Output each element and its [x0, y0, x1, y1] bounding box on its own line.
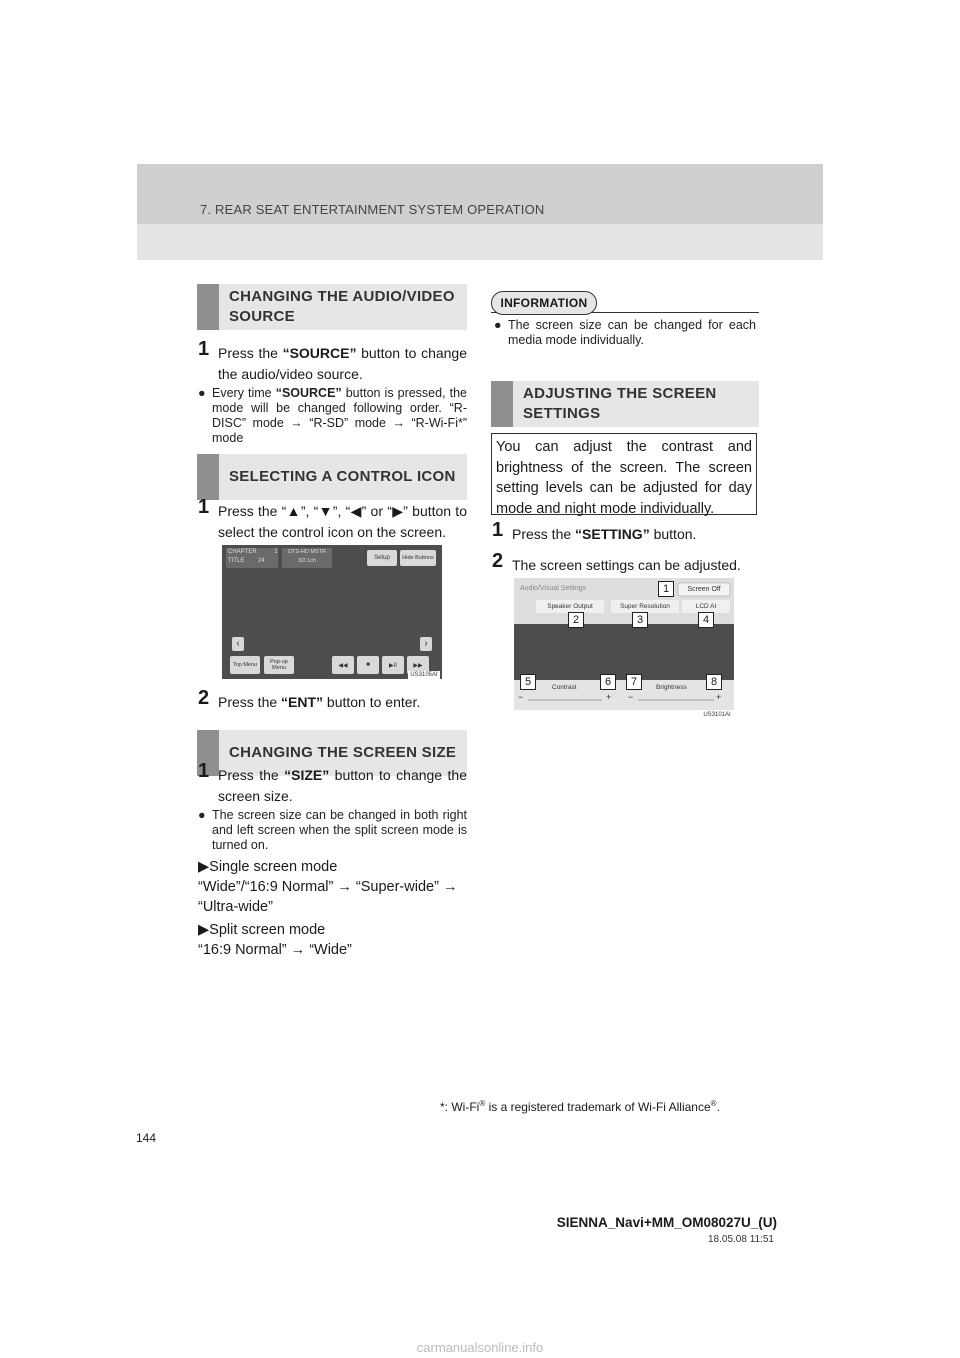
screenshot-av-settings — [514, 578, 734, 710]
page-number: 144 — [136, 1131, 157, 1145]
single-screen-sequence: “Wide”/“16:9 Normal” → “Super-wide” → — [198, 879, 458, 895]
callout-7: 7 — [626, 674, 642, 690]
information-tag: INFORMATION — [491, 291, 597, 315]
callout-8: 8 — [706, 674, 722, 690]
figure-code: US3101AI — [703, 712, 731, 718]
contrast-plus-icon: + — [606, 692, 612, 702]
speaker-output-tab: Speaker Output — [547, 603, 593, 610]
info-note: ● The screen size can be changed for each media mode individually. — [494, 318, 756, 347]
step-setting: 1 Press the “SETTING” button. — [492, 519, 697, 542]
top-menu-button: Top Menu — [232, 662, 258, 668]
callout-5: 5 — [520, 674, 536, 690]
section-heading-screen-settings: ADJUSTING THE SCREEN SETTINGS — [491, 381, 759, 427]
callout-4: 4 — [698, 612, 714, 628]
screen-off-button: Screen Off — [687, 586, 721, 593]
section-heading-audio-video-source: CHANGING THE AUDIO/VIDEO SOURCE — [197, 284, 467, 330]
bullet-source-order: ● Every time “SOURCE” button is pressed, the mode will be changed following order. “R-DISC” mode → “R-SD” mode → “R-Wi-Fi*” mode — [198, 386, 467, 445]
arrow-right-icon: ▶ — [198, 922, 210, 938]
callout-1: 1 — [658, 581, 674, 597]
lcd-ai-tab: LCD AI — [695, 603, 717, 610]
figure-code: US3105AI — [408, 671, 440, 680]
hide-buttons-button: Hide Buttons — [402, 555, 434, 561]
step-adjust: 2 The screen settings can be adjusted. — [492, 550, 741, 573]
bullet-split-screen: ● The screen size can be changed in both right and left screen when the split screen mode is turned on. — [198, 808, 467, 852]
header-subband — [137, 224, 823, 260]
play-pause-icon: ▶II — [389, 662, 397, 669]
stop-icon: ■ — [366, 662, 370, 668]
setup-button: Setup — [374, 555, 390, 561]
document-id: SIENNA_Navi+MM_OM08027U_(U) — [556, 1215, 777, 1230]
section-header: 7. REAR SEAT ENTERTAINMENT SYSTEM OPERATION — [200, 202, 545, 217]
step-size: 1 Press the “SIZE” button to change the screen size. — [198, 760, 467, 804]
footnote: *: Wi-Fi® is a registered trademark of Wi-Fi Alliance®. — [440, 1099, 720, 1114]
arrow-right-icon: ▶ — [198, 859, 210, 875]
contrast-minus-icon: − — [518, 692, 524, 702]
brightness-label: Brightness — [656, 684, 687, 691]
fast-forward-icon: ▶▶ — [413, 662, 423, 669]
split-screen-sequence: “16:9 Normal” → “Wide” — [198, 942, 352, 958]
step-source: 1 Press the “SOURCE” button to change the audio/video source. — [198, 338, 467, 382]
callout-6: 6 — [600, 674, 616, 690]
right-arrow-icon: › — [424, 638, 428, 649]
single-screen-sequence-cont: “Ultra-wide” — [198, 899, 273, 915]
section-heading-control-icon: SELECTING A CONTROL ICON — [197, 454, 467, 500]
section-heading-screen-size: CHANGING THE SCREEN SIZE — [197, 730, 467, 776]
single-screen-mode-heading: ▶Single screen mode — [198, 859, 338, 875]
left-arrow-icon: ‹ — [236, 638, 240, 649]
watermark: carmanualsonline.info — [416, 1340, 544, 1355]
screenshot-control-icons: CHAPTER 1 TITLE 24 DTS-HD MSTR 3/2.1ch Setup Hide Buttons ‹ › Top Menu Pop-up Menu ◀◀ ■ ▶II ▶▶ — [222, 545, 442, 679]
document-date: 18.05.08 11:51 — [708, 1234, 774, 1245]
summary-box: You can adjust the contrast and brightness of the screen. The screen setting levels can be adjusted for day mode and night mode individually. — [491, 433, 757, 515]
rewind-icon: ◀◀ — [338, 662, 348, 669]
av-settings-title: Audio/Visual Settings — [520, 585, 587, 592]
split-screen-mode-heading: ▶Split screen mode — [198, 922, 326, 938]
callout-2: 2 — [568, 612, 584, 628]
step-enter: 2 Press the “ENT” button to enter. — [198, 687, 421, 710]
brightness-plus-icon: + — [716, 692, 722, 702]
brightness-minus-icon: − — [628, 692, 634, 702]
popup-menu-button: Pop-up Menu — [270, 659, 288, 671]
step-select-icon: 1 Press the “▲”, “▼”, “◀” or “▶” button to select the control icon on the screen. — [198, 496, 467, 540]
contrast-label: Contrast — [552, 684, 577, 691]
callout-3: 3 — [632, 612, 648, 628]
super-resolution-tab: Super Resolution — [620, 603, 670, 610]
